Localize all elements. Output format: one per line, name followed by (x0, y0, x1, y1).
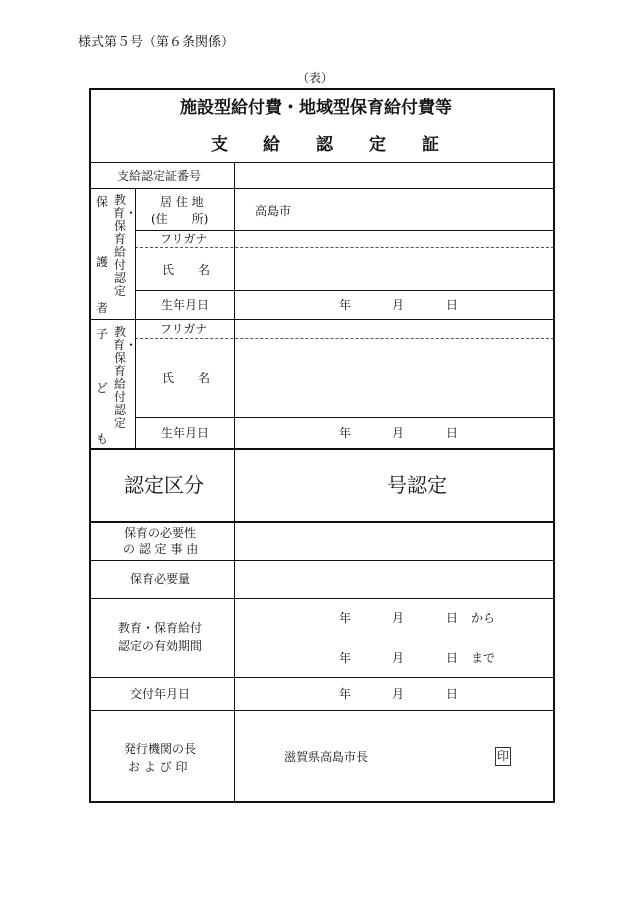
period-to-year-suffix: 年 (339, 651, 352, 665)
period-to-month-suffix: 月 (392, 651, 405, 665)
certificate-title-char: 支 (211, 135, 228, 155)
side-label: （表） (297, 71, 334, 85)
amount-field[interactable] (236, 561, 554, 597)
guardian-name-field[interactable] (236, 248, 554, 289)
guardian-birth-month-suffix: 月 (392, 298, 405, 312)
certificate-title: 施設型給付費・地域型保育給付費等 (180, 98, 452, 118)
child-label-char: も (96, 432, 109, 446)
period-label-sub: 認定の有効期間 (118, 639, 203, 653)
child-furigana-field[interactable] (236, 320, 554, 337)
category-value[interactable]: 号認定 (387, 473, 447, 497)
issuer-label-sub: お よ び 印 (128, 760, 188, 774)
guardian-birth-year-suffix: 年 (339, 298, 352, 312)
child-name-label: 氏 名 (162, 371, 211, 385)
guardian-certification-label: 教育・保育給付認定 (113, 193, 138, 298)
guardian-label-char: 護 (96, 255, 109, 269)
certificate-title-char: 定 (369, 135, 386, 155)
period-from-year-suffix: 年 (339, 611, 352, 625)
issue-month-suffix: 月 (392, 687, 405, 701)
child-birth-month-suffix: 月 (392, 426, 405, 440)
period-from-month-suffix: 月 (392, 611, 405, 625)
issue-day-suffix: 日 (446, 687, 459, 701)
certificate-number-label: 支給認定証番号 (117, 169, 202, 183)
certificate-title-char: 認 (316, 135, 333, 155)
guardian-name-label: 氏 名 (162, 263, 211, 277)
period-to-suffix: まで (471, 651, 496, 665)
child-birthdate-label: 生年月日 (161, 426, 210, 440)
child-name-field[interactable] (236, 339, 554, 416)
address-label-sub: (住 所) (151, 212, 209, 226)
child-certification-label: 教育・保育給付認定 (113, 325, 138, 430)
seal-mark: 印 (495, 747, 511, 766)
guardian-furigana-label: フリガナ (160, 232, 208, 246)
guardian-label-char: 者 (96, 301, 109, 315)
guardian-birth-day-suffix: 日 (446, 298, 459, 312)
certificate-title-char: 給 (263, 135, 280, 155)
period-to-day-suffix: 日 (446, 651, 459, 665)
certificate-number-field[interactable] (236, 163, 554, 188)
issuer-label: 発行機関の長 (124, 742, 197, 756)
child-label-char: ど (96, 381, 109, 395)
address-value[interactable]: 高島市 (255, 204, 292, 218)
guardian-birthdate-label: 生年月日 (161, 298, 210, 312)
child-furigana-label: フリガナ (160, 322, 208, 336)
guardian-label-char: 保 (96, 195, 109, 209)
period-from-day-suffix: 日 (446, 611, 459, 625)
child-label-char: 子 (96, 327, 109, 341)
issue-year-suffix: 年 (339, 687, 352, 701)
child-birth-year-suffix: 年 (339, 426, 352, 440)
category-label: 認定区分 (124, 473, 204, 497)
necessity-label-sub: の 認 定 事 由 (123, 542, 199, 556)
issue-date-label: 交付年月日 (130, 687, 191, 701)
necessity-field[interactable] (236, 522, 554, 559)
guardian-furigana-field[interactable] (236, 231, 554, 246)
necessity-label: 保育の必要性 (124, 526, 197, 540)
child-birth-day-suffix: 日 (446, 426, 459, 440)
certificate-title-char: 証 (422, 135, 439, 155)
form-number: 様式第５号（第６条関係） (78, 35, 235, 50)
amount-label: 保育必要量 (130, 572, 191, 586)
issuer-value: 滋賀県高島市長 (284, 750, 369, 764)
period-from-suffix: から (471, 611, 496, 625)
address-label: 居 住 地 (160, 195, 204, 209)
period-label: 教育・保育給付 (118, 621, 203, 635)
